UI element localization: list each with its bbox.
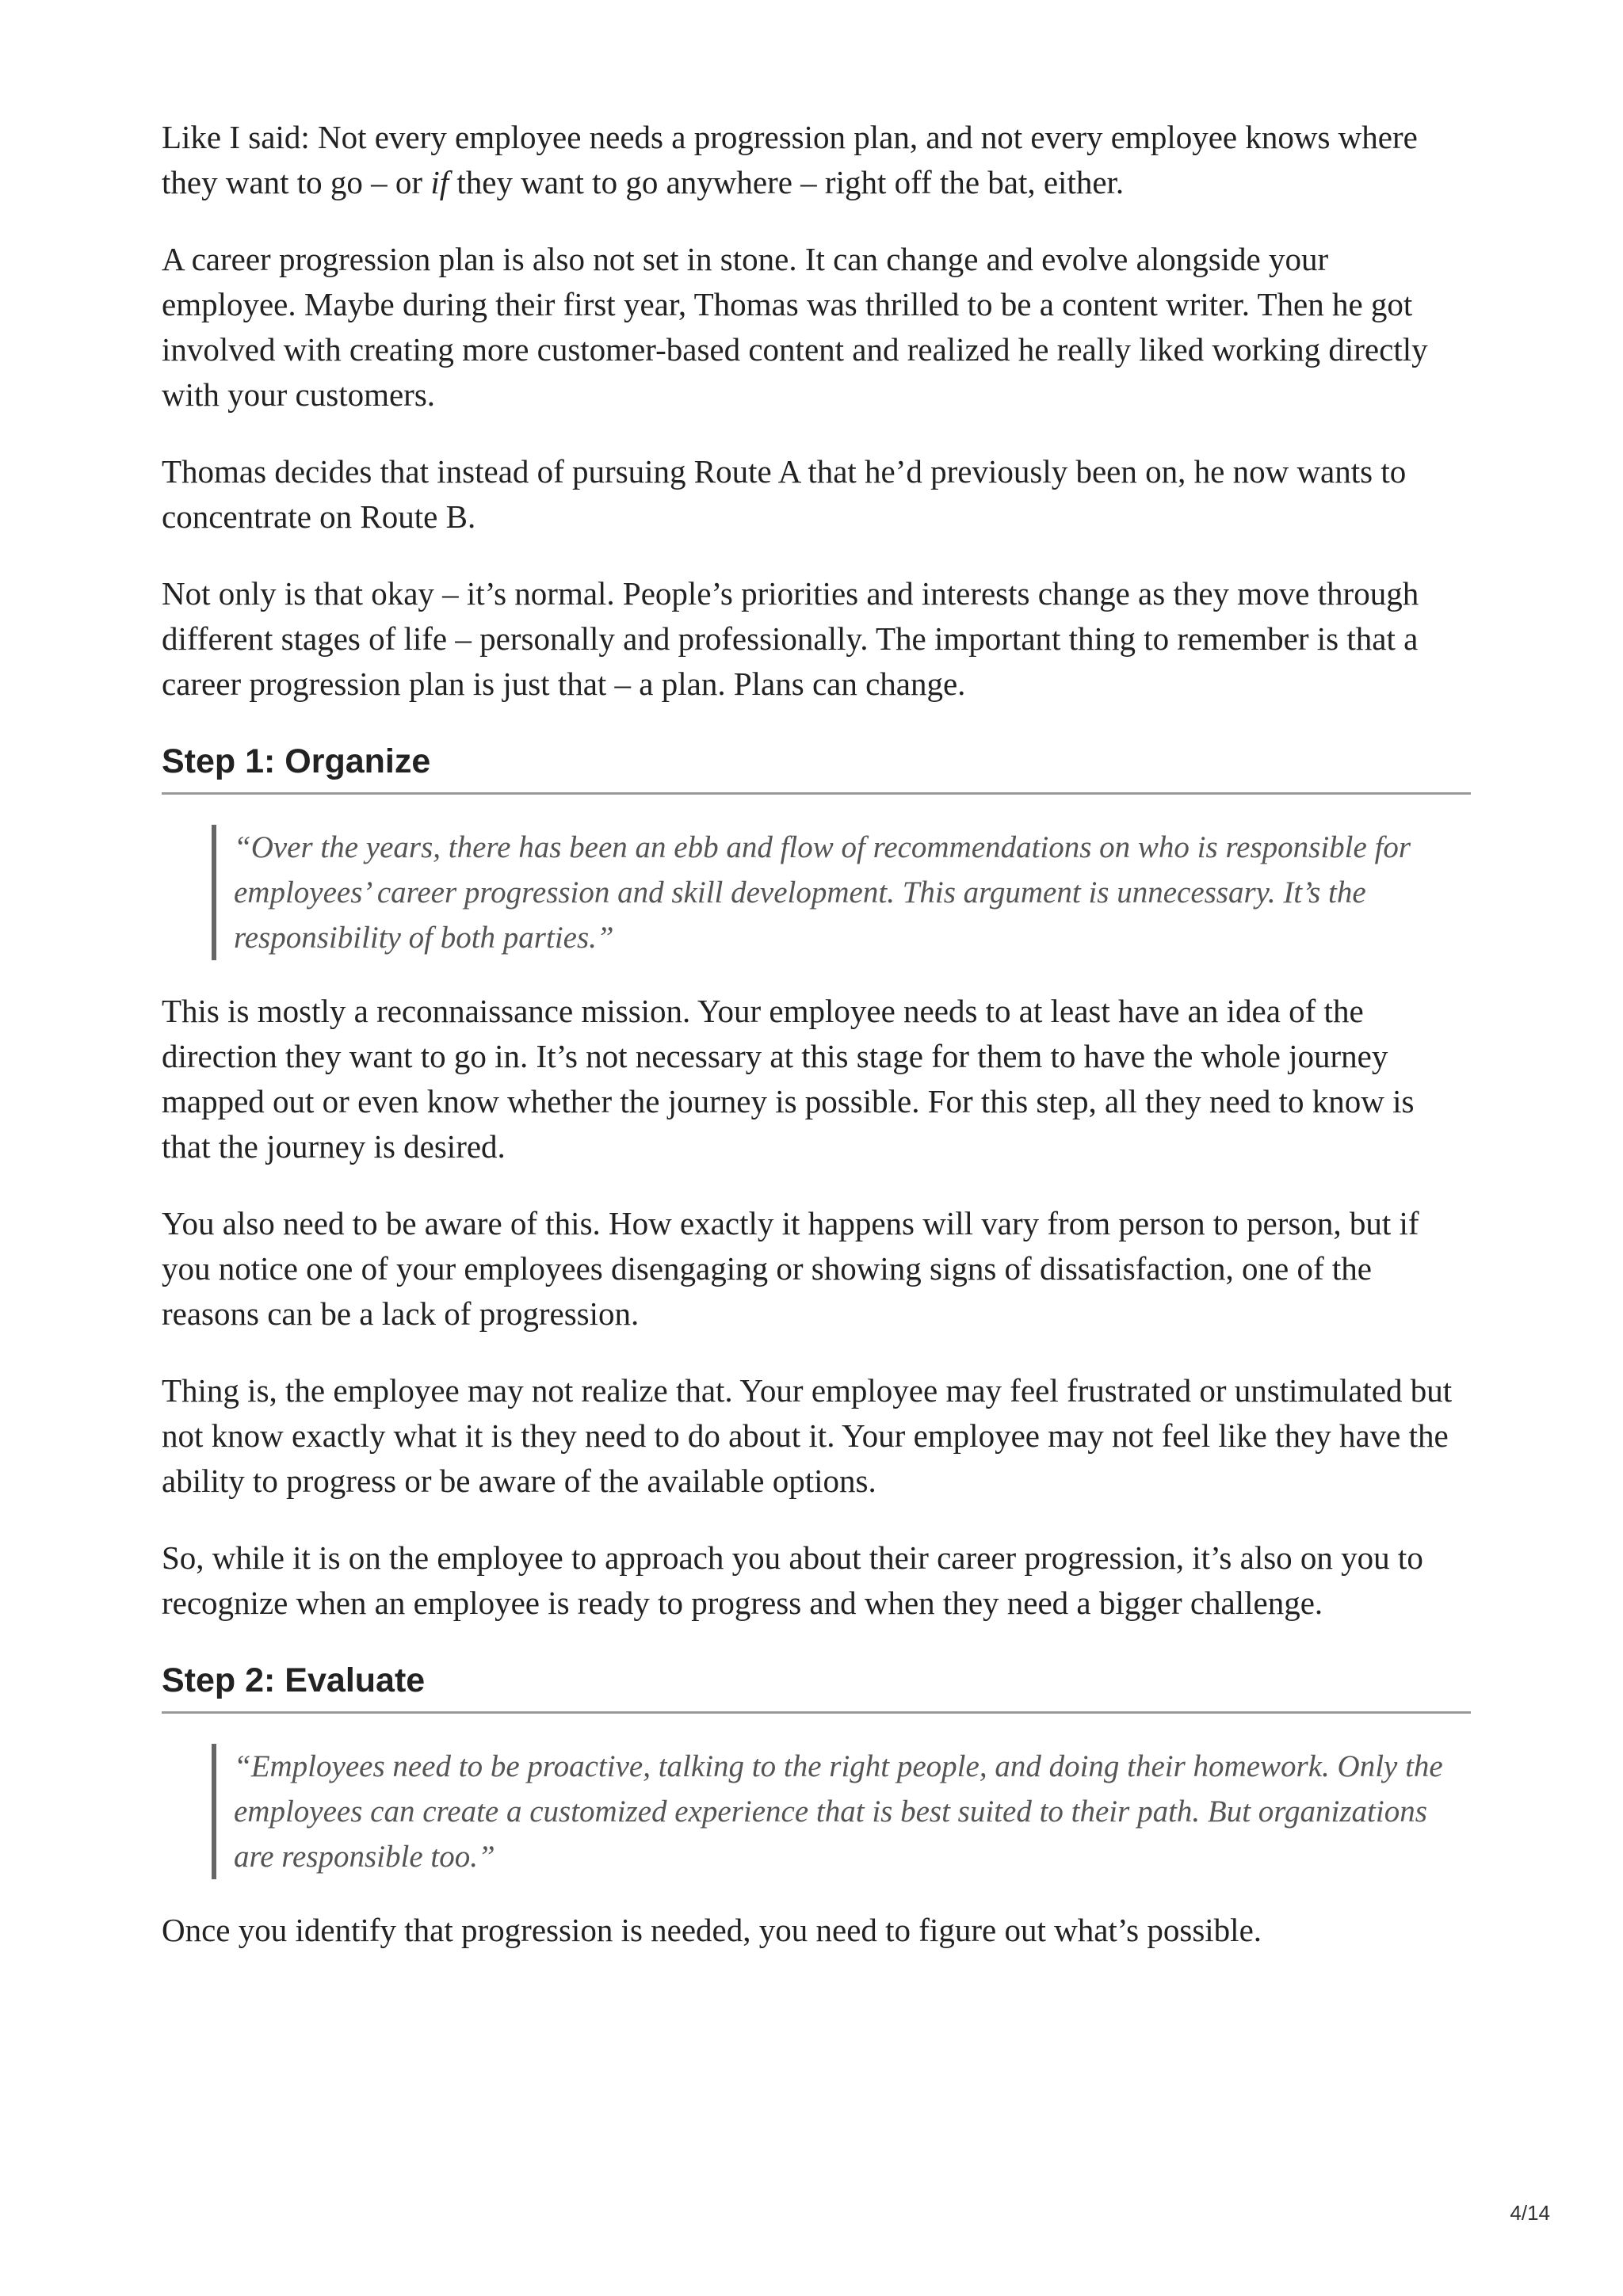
blockquote-step-1: “Over the years, there has been an ebb and flow of recommendations on who is responsible for employees’ career progression and skill development. This argument is unnecessary. It’s the responsibility of both parties.” <box>212 825 1454 960</box>
paragraph-intro-italic: if <box>430 164 449 200</box>
blockquote-step-2: “Employees need to be proactive, talking to the right people, and doing their homework. Only the employees can create a customized experience that is best suited to their path. But organizations are responsible too.” <box>212 1744 1454 1879</box>
paragraph-thomas-route: Thomas decides that instead of pursuing Route A that he’d previously been on, he now wants to concentrate on Route B. <box>162 453 1407 535</box>
paragraph-intro-text-1: Like I said: Not every employee needs a progression plan, and not every employee knows where they want to go – or <box>162 119 1418 200</box>
heading-step-2: Step 2: Evaluate <box>162 1661 1471 1714</box>
heading-step-1: Step 1: Organize <box>162 742 1471 795</box>
paragraph-intro-text-2: they want to go anywhere – right off the bat, either. <box>449 164 1125 200</box>
document-page <box>162 0 1471 1953</box>
paragraph-plan-not-set: A career progression plan is also not set in stone. It can change and evolve alongside your employee. Maybe during their first year, Thomas was thrilled to be a content writer. Then he got involved with creating more customer-based content and realized he really liked working directly with your customers. <box>162 241 1428 413</box>
page-number: 4/14 <box>1510 2201 1550 2225</box>
paragraph-step1-4: So, while it is on the employee to approach you about their career progression, it’s also on you to recognize when an employee is ready to progress and when they need a bigger challenge. <box>162 1539 1423 1621</box>
paragraph-normal-change: Not only is that okay – it’s normal. People’s priorities and interests change as they move through different stages of life – personally and professionally. The important thing to remember is that a career progression plan is just that – a plan. Plans can change. <box>162 575 1419 702</box>
paragraph-step1-1: This is mostly a reconnaissance mission. Your employee needs to at least have an idea of the direction they want to go in. It’s not necessary at this stage for them to have the whole journey mapped out or even know whether the journey is possible. For this step, all they need to know is that the journey is desired. <box>162 993 1415 1165</box>
paragraph-step1-2: You also need to be aware of this. How exactly it happens will vary from person to person, but if you notice one of your employees disengaging or showing signs of dissatisfaction, one of the reasons can be a lack of progression. <box>162 1205 1419 1332</box>
paragraph-step1-3: Thing is, the employee may not realize that. Your employee may feel frustrated or unstimulated but not know exactly what it is they need to do about it. Your employee may not feel like they have the ability to progress or be aware of the available options. <box>162 1372 1453 1499</box>
paragraph-step2-1: Once you identify that progression is needed, you need to figure out what’s possible. <box>162 1912 1262 1948</box>
paragraph-intro <box>162 115 1471 205</box>
